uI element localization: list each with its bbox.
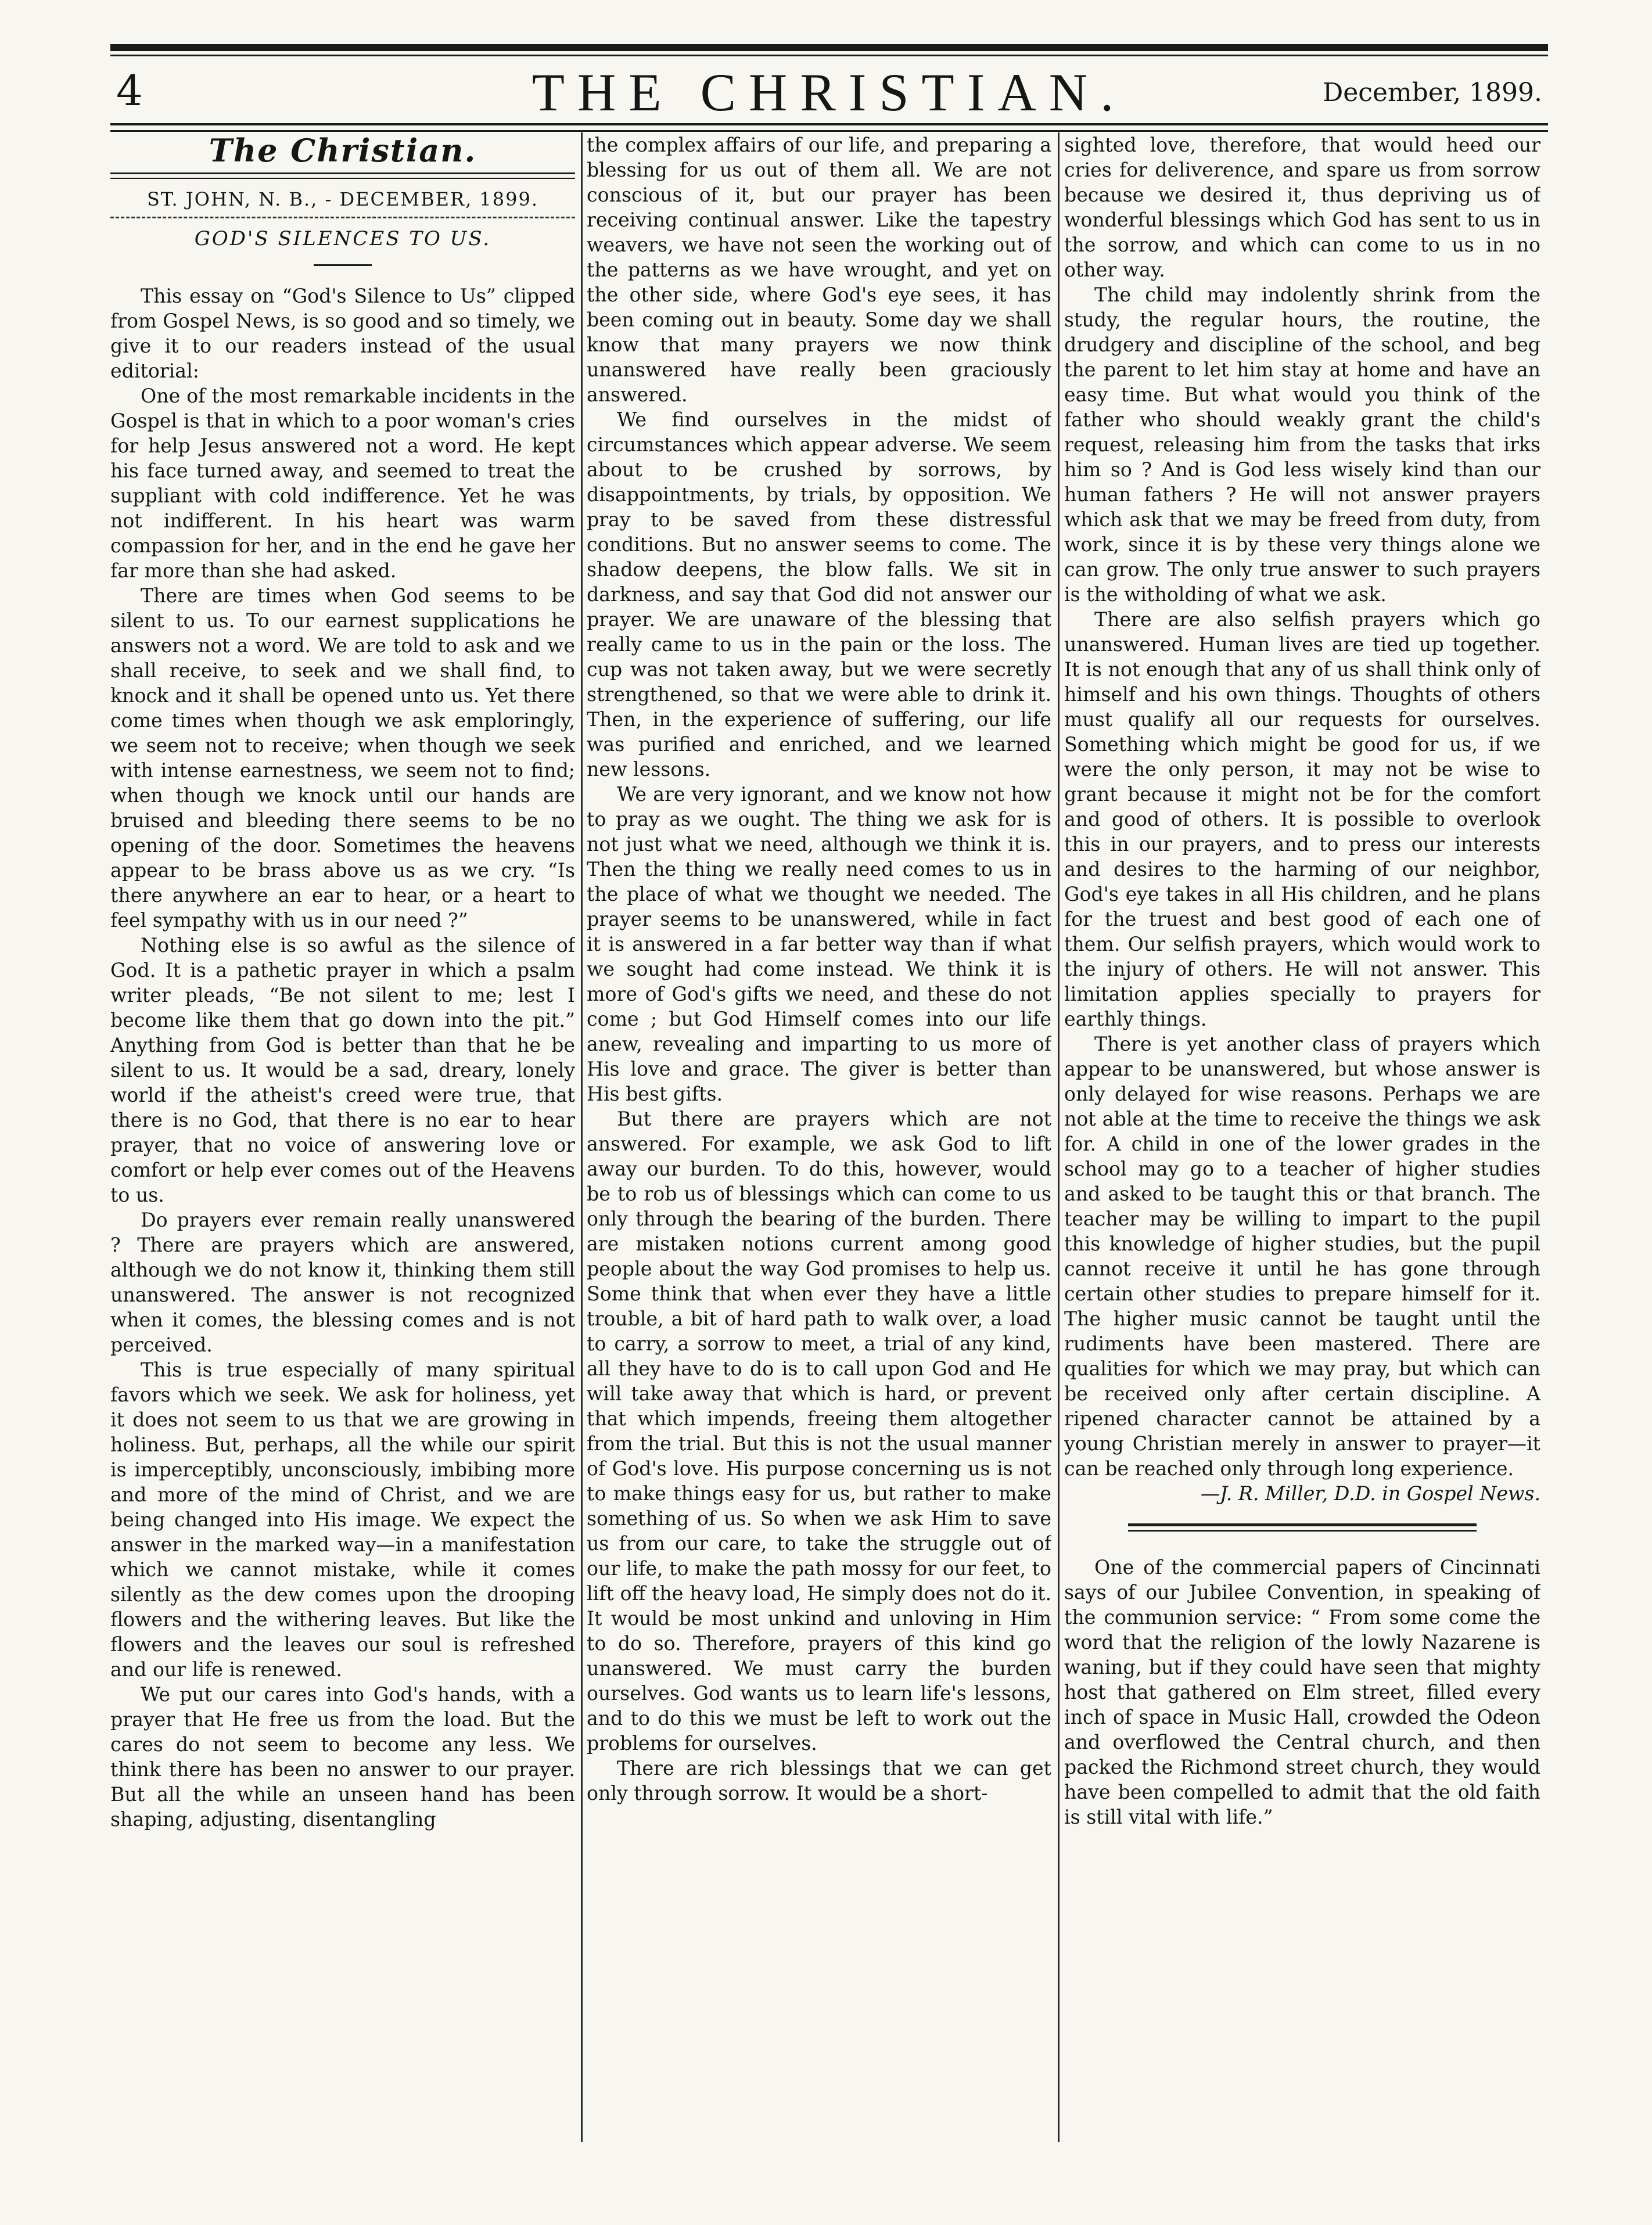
article-heading: GOD'S SILENCES TO US.: [194, 227, 491, 250]
header-rule-thin: [110, 130, 1548, 132]
paragraph: There are times when God seems to be silent to us. To our earnest supplications he answers not a word. We are told to ask and we shall receive, to seek and we shall find, to knock and it shall be opened unto us. Yet there come times when though we ask emploringly, we seem not to receive; when though we seek with intense earnestness, we seem not to find; when though we knock until our hands are bruised and bleeding there seems to be no opening of the door. Sometimes the heavens appear to be brass above us as we cry. “Is there anywhere an ear to hear, or a heart to feel sympathy with us in our need ?”: [110, 584, 575, 932]
column-1: [110, 132, 575, 2177]
header-rule: [110, 123, 1548, 125]
paragraph: There are also selfish prayers which go unanswered. Human lives are tied up together. It is not enough that any of us shall think only of himself and his own things. Thoughts of others must qualify all our requests for ourselves. Something which might be good for us, if we were the only person, it may not be wise to grant because it might not be for the comfort and good of others. It is possible to overlook this in our prayers, and to press our interests and desires to the harming of our neighbor, God's eye takes in all His children, and he plans for the truest and best good of each one of them. Our selfish prayers, which would work to the injury of others. He will not answer. This limitation applies specially to prayers for earthly things.: [1064, 608, 1540, 1030]
masthead: [110, 62, 1548, 125]
paragraph: One of the commercial papers of Cincinnati says of our Jubilee Convention, in speaking of the communion service: “ From some come the word that the religion of the lowly Nazarene is waning, but if they could have seen that mighty host that gathered on Elm street, filled every inch of space in Music Hall, crowded the Odeon and overflowed the Central church, and then packed the Richmond street church, they would have been compelled to admit that the old faith is still vital with life.”: [1064, 1556, 1540, 1828]
editorial-masthead: The Christian.: [209, 132, 477, 169]
paragraph: There is yet another class of prayers which appear to be unanswered, but whose answer is only delayed for wise reasons. Perhaps we are not able at the time to receive the things we ask for. A child in one of the lower grades in the school may go to a teacher of higher studies and asked to be taught this or that branch. The teacher may be willing to impart to the pupil this knowledge of higher studies, but the pupil cannot receive it until he has gone through certain other studies to prepare himself for it. The higher music cannot be taught until the rudiments have been mastered. There are qualities for which we may pray, but which can be received only after certain discipline. A ripened character cannot be attained by a young Christian merely in answer to prayer—it can be reached only through long experience.: [1064, 1033, 1540, 1480]
masthead-rule: [110, 172, 575, 174]
paragraph: The child may indolently shrink from the study, the regular hours, the routine, the drudgery and discipline of the school, and beg the parent to let him stay at home and have an easy time. But what would you think of the father who should weakly grant the child's request, releasing him from the tasks that irks him so ? And is God less wisely kind than our human fathers ? He will not answer prayers which ask that we may be freed from duty, from work, since it is by these very things alone we can grow. The only true answer to such prayers is the witholding of what we ask.: [1064, 283, 1540, 606]
paragraph: There are rich blessings that we can get only through sorrow. It would be a short-: [587, 1757, 1051, 1805]
paragraph: This is true especially of many spiritual favors which we seek. We ask for holiness, yet it does not seem to us that we are growing in holiness. But, perhaps, all the while our spirit is imperceptibly, unconsciously, imbibing more and more of the mind of Christ, and we are being changed into His image. We expect the answer in the marked way—in a manifestation which we cannot mistake, while it comes silently as the dew comes upon the drooping flowers and the withering leaves. But like the flowers and the leaves our soul is refreshed and our life is renewed.: [110, 1358, 575, 1681]
heading-rule: [314, 264, 372, 266]
column-divider: [581, 132, 583, 2142]
paper-title: THE CHRISTIAN.: [531, 63, 1127, 122]
dashed-rule: [110, 217, 575, 218]
top-rule: [110, 44, 1548, 51]
attribution: —J. R. Miller, D.D. in Gospel News.: [1200, 1482, 1540, 1505]
column-3: [1064, 132, 1540, 2177]
paragraph: This essay on “God's Silence to Us” clipped from Gospel News, is so good and so timely, we give it to our readers instead of the usual editorial:: [110, 285, 575, 382]
paragraph: Nothing else is so awful as the silence of God. It is a pathetic prayer in which a psalm writer pleads, “Be not silent to me; lest I become like them that go down into the pit.” Anything from God is better than that he be silent to us. It would be a sad, dreary, lonely world if the atheist's creed were true, that there is no God, that there is no ear to hear prayer, that no voice of answering love or comfort or help ever comes out of the Heavens to us.: [110, 934, 575, 1206]
separator-rule-thin: [1128, 1530, 1477, 1532]
paragraph: We are very ignorant, and we know not how to pray as we ought. The thing we ask for is not just what we need, although we think it is. Then the thing we really need comes to us in the place of what we thought we needed. The prayer seems to be unanswered, while in fact it is answered in a far better way than if what we sought had come instead. We think it is more of God's gifts we need, and these do not come ; but God Himself comes into our life anew, revealing and imparting to us more of His love and grace. The giver is better than His best gifts.: [587, 783, 1051, 1105]
issue-date: December, 1899.: [1322, 78, 1542, 107]
dateline: ST. JOHN, N. B., - DECEMBER, 1899.: [146, 188, 539, 210]
paragraph: sighted love, therefore, that would heed our cries for deliverence, and spare us from sorrow because we desired it, thus depriving us of wonderful blessings which God has sent to us in the sorrow, and which can come to us in no other way.: [1064, 134, 1540, 281]
column-2: [587, 132, 1051, 2177]
paragraph: One of the most remarkable incidents in the Gospel is that in which to a poor woman's cries for help Jesus answered not a word. He kept his face turned away, and seemed to treat the suppliant with cold indifference. Yet he was not indifferent. In his heart was warm compassion for her, and in the end he gave her far more than she had asked.: [110, 384, 575, 582]
page-number: 4: [116, 66, 143, 115]
column-divider: [1058, 132, 1060, 2142]
top-rule-thin: [110, 55, 1548, 56]
separator-rule: [1128, 1523, 1477, 1526]
paragraph: the complex affairs of our life, and preparing a blessing for us out of them all. We are not conscious of it, but our prayer has been receiving continual answer. Like the tapestry weavers, we have not seen the working out of the patterns as we have wrought, and yet on the other side, where God's eye sees, it has been coming out in beauty. Some day we shall know that many prayers we now think unanswered have really been graciously answered.: [587, 134, 1051, 406]
paragraph: We find ourselves in the midst of circumstances which appear adverse. We seem about to be crushed by sorrows, by disappointments, by trials, by opposition. We pray to be saved from these distressful conditions. But no answer seems to come. The shadow deepens, the blow falls. We sit in darkness, and say that God did not answer our prayer. We are unaware of the blessing that really came to us in the pain or the loss. The cup was not taken away, but we were secretly strengthened, so that we were able to drink it. Then, in the experience of suffering, our life was purified and enriched, and we learned new lessons.: [587, 408, 1051, 781]
paragraph: But there are prayers which are not answered. For example, we ask God to lift away our burden. To do this, however, would be to rob us of blessings which can come to us only through the bearing of the burden. There are mistaken notions current among good people about the way God promises to help us. Some think that when ever they have a little trouble, a bit of hard path to walk over, a load to carry, a sorrow to meet, a trial of any kind, all they have to do is to call upon God and He will take away that which is hard, or prevent that which impends, freeing them altogether from the trial. But this is not the usual manner of God's love. His purpose concerning us is not to make things easy for us, but rather to make something of us. So when we ask Him to save us from our care, to take the struggle out of our life, to make the path mossy for our feet, to lift off the heavy load, He simply does not do it. It would be most unkind and unloving in Him to do so. Therefore, prayers of this kind go unanswered. We must carry the burden ourselves. God wants us to learn life's lessons, and to do this we must be left to work out the problems for ourselves.: [587, 1108, 1051, 1755]
masthead-rule-thin: [110, 178, 575, 179]
paragraph: We put our cares into God's hands, with a prayer that He free us from the load. But the cares do not seem to become any less. We think there has been no answer to our prayer. But all the while an unseen hand has been shaping, adjusting, disentangling: [110, 1683, 575, 1831]
paragraph: Do prayers ever remain really unanswered ? There are prayers which are answered, although we do not know it, thinking them still unanswered. The answer is not recognized when it comes, the blessing comes and is not perceived.: [110, 1209, 575, 1356]
